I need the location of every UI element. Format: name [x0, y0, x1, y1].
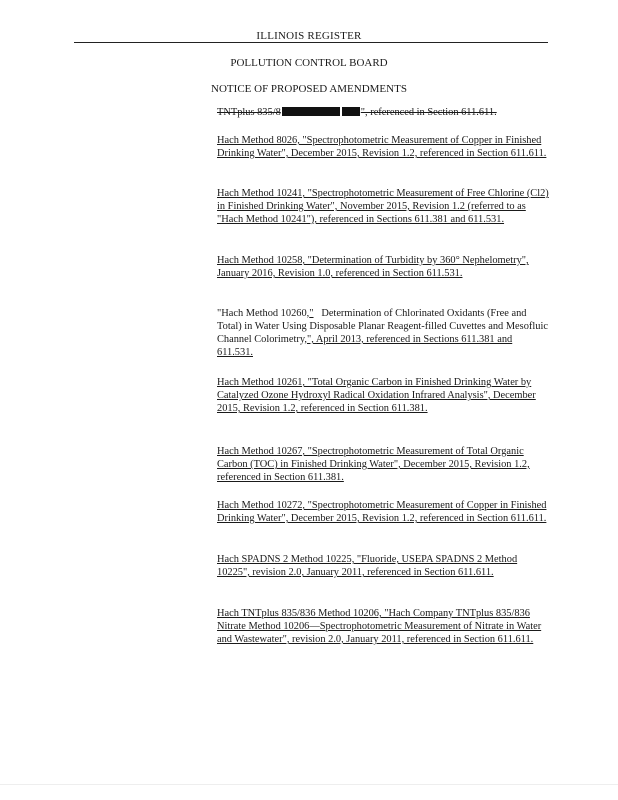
- page-edge: [0, 784, 618, 785]
- entry-part: ", April 2013, referenced in Sections 611.381 and 611.531.: [217, 334, 513, 358]
- notice-title: NOTICE OF PROPOSED AMENDMENTS: [211, 83, 407, 95]
- entry-part: Determination of Chlorinated Oxidants (Free and Total) in Water Using Disposable Planar Reagent-filled Cuvettes and Mesofluic Channel Colorimetry,: [217, 308, 548, 345]
- entry-part: "Hach Method 10260,: [217, 308, 310, 319]
- register-title: ILLINOIS REGISTER: [256, 30, 362, 42]
- struck-suffix: ", referenced in Section 611.611.: [360, 107, 497, 118]
- redaction-mark: [342, 107, 360, 116]
- entry-struck-tntplus: [217, 106, 549, 119]
- entry-hach-10272: Hach Method 10272, "Spectrophotometric Measurement of Copper in Finished Drinking Water", December 2015, Revision 1.2, referenced in Section 611.611.: [217, 500, 547, 524]
- entry-hach-spadns2: Hach SPADNS 2 Method 10225, "Fluoride, USEPA SPADNS 2 Method 10225", revision 2.0, January 2011, referenced in Section 611.611.: [217, 554, 518, 578]
- entry-hach-10258: Hach Method 10258, "Determination of Turbidity by 360° Nephelometry", January 2016, Revision 1.0, referenced in Section 611.531.: [217, 255, 529, 279]
- entry-part: ": [309, 308, 314, 319]
- entry-hach-8026: Hach Method 8026, "Spectrophotometric Measurement of Copper in Finished Drinking Water", December 2015, Revision 1.2, referenced in Section 611.611.: [217, 135, 547, 159]
- redaction-mark: [282, 107, 340, 116]
- entry-hach-10260: [217, 307, 549, 359]
- header-rule: [74, 42, 548, 43]
- struck-prefix: TNTplus 835/8: [217, 107, 281, 118]
- entry-hach-10267: Hach Method 10267, "Spectrophotometric Measurement of Total Organic Carbon (TOC) in Finished Drinking Water", December 2015, Revision 1.2, referenced in Section 611.381.: [217, 446, 530, 483]
- entry-hach-10241: Hach Method 10241, "Spectrophotometric Measurement of Free Chlorine (Cl2) in Finished Drinking Water", November 2015, Revision 1.2 (referred to as "Hach Method 10241"), referenced in Sections 611.381 and 611.531.: [217, 188, 549, 225]
- board-name: POLLUTION CONTROL BOARD: [230, 57, 388, 69]
- entry-hach-10261: Hach Method 10261, "Total Organic Carbon in Finished Drinking Water by Catalyzed Ozone Hydroxyl Radical Oxidation Infrared Analysis", December 2015, Revision 1.2, referenced in Section 611.381.: [217, 377, 536, 414]
- entry-hach-tntplus: Hach TNTplus 835/836 Method 10206, "Hach Company TNTplus 835/836 Nitrate Method 10206—Spectrophotometric Measurement of Nitrate in Water and Wastewater", revision 2.0, January 2011, referenced in Section 611.611.: [217, 608, 542, 645]
